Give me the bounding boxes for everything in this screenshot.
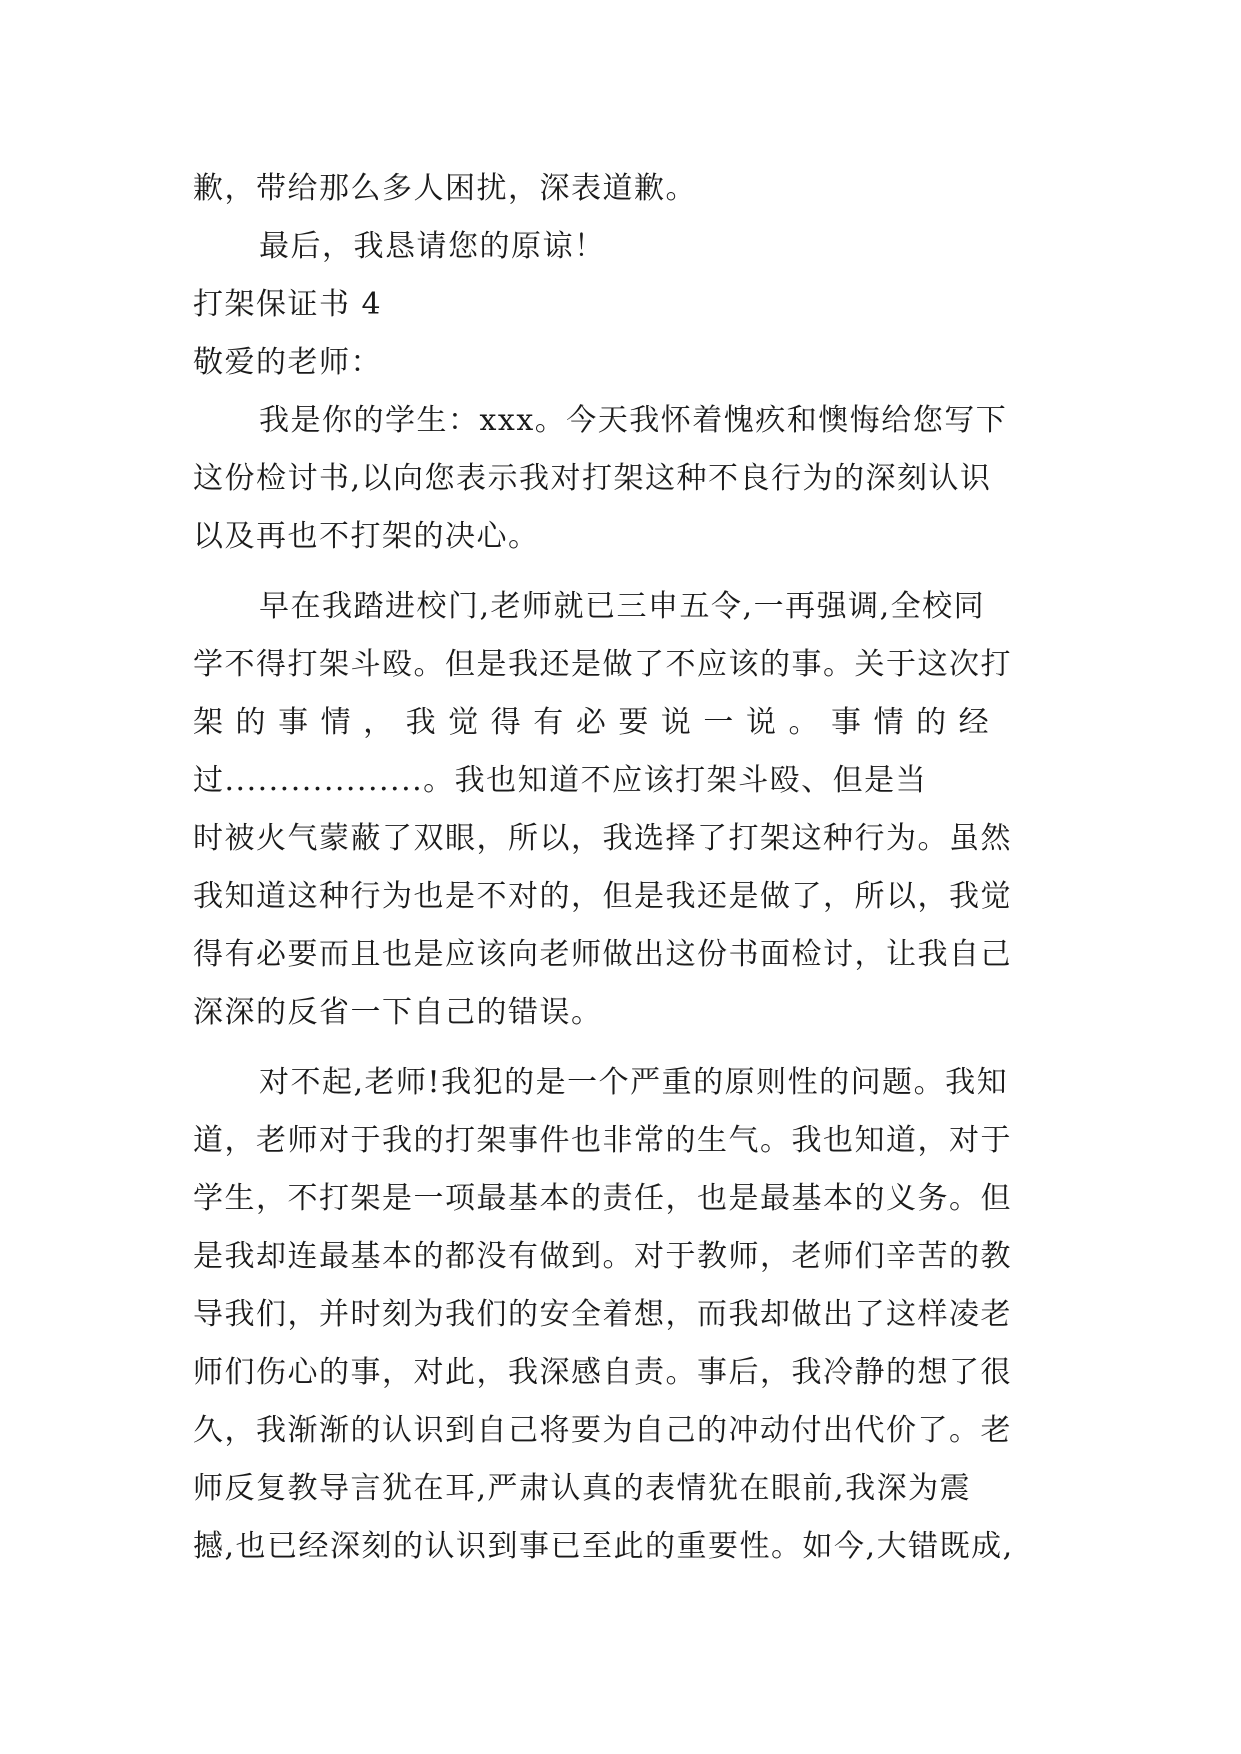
salutation: 敬爱的老师： [193, 345, 382, 380]
text-line: 我是你的学生：xxx。今天我怀着愧疚和懊悔给您写下 [259, 403, 1008, 438]
text-line: 撼,也已经深刻的认识到事已至此的重要性。如今,大错既成, [193, 1529, 1014, 1564]
text-line: 得有必要而且也是应该向老师做出这份书面检讨，让我自己 [193, 937, 1012, 972]
document-body [193, 160, 1053, 1576]
text-line: 对不起,老师!我犯的是一个严重的原则性的问题。我知 [259, 1065, 1009, 1100]
text-line: 师们伤心的事，对此，我深感自责。事后，我冷静的想了很 [193, 1355, 1012, 1390]
text-line: 歉，带给那么多人困扰，深表道歉。 [193, 171, 697, 206]
section-title: 打架保证书 4 [193, 287, 383, 322]
text-line: 师反复教导言犹在耳,严肃认真的表情犹在眼前,我深为震 [193, 1471, 972, 1506]
text-line: 我知道这种行为也是不对的，但是我还是做了，所以，我觉 [193, 879, 1012, 914]
text-line: 这份检讨书,以向您表示我对打架这种不良行为的深刻认识 [193, 461, 992, 496]
text-line: 学不得打架斗殴。但是我还是做了不应该的事。关于这次打 [193, 647, 1012, 682]
text-line: 深深的反省一下自己的错误。 [193, 995, 603, 1030]
text-line: 以及再也不打架的决心。 [193, 519, 540, 554]
text-line: 是我却连最基本的都没有做到。对于教师，老师们辛苦的教 [193, 1239, 1012, 1274]
text-line: 时被火气蒙蔽了双眼，所以，我选择了打架这种行为。虽然 [193, 821, 1012, 856]
text-line: 学生，不打架是一项最基本的责任，也是最基本的义务。但 [193, 1181, 1012, 1216]
text-line: 过..................。我也知道不应该打架斗殴、但是当 [193, 763, 928, 798]
text-line: 最后，我恳请您的原谅！ [259, 229, 606, 264]
text-line: 早在我踏进校门,老师就已三申五令,一再强调,全校同 [259, 589, 986, 624]
text-line: 道，老师对于我的打架事件也非常的生气。我也知道，对于 [193, 1123, 1012, 1158]
text-line: 久，我渐渐的认识到自己将要为自己的冲动付出代价了。老 [193, 1413, 1012, 1448]
text-line: 导我们，并时刻为我们的安全着想，而我却做出了这样凌老 [193, 1297, 1012, 1332]
text-line: 架 的 事 情 ， 我 觉 得 有 必 要 说 一 说 。 事 情 的 经 [193, 705, 991, 740]
